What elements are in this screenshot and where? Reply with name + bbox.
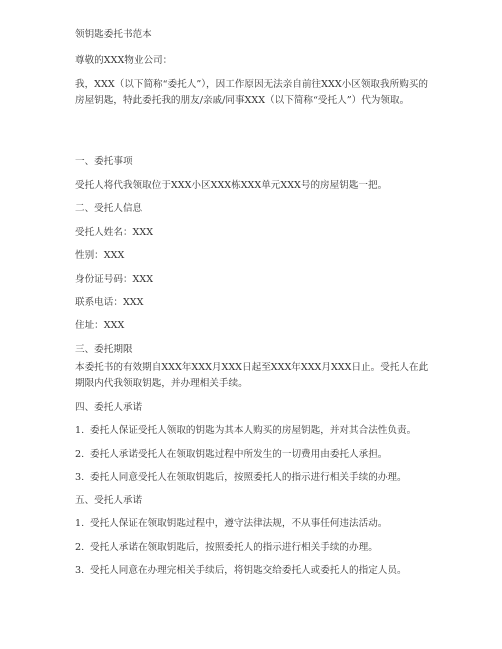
list-item-text: 受托人保证在领取钥匙过程中，遵守法律法规，不从事任何违法活动。 (90, 518, 388, 529)
list-item-text: 委托人承诺受托人在领取钥匙过程中所发生的一切费用由委托人承担。 (90, 449, 388, 460)
list-item (75, 518, 435, 530)
list-item (75, 542, 435, 554)
section-4-heading: 四、委托人承诺 (75, 402, 143, 413)
list-item-number: 1. (75, 425, 85, 436)
list-item-number: 3. (75, 565, 85, 576)
list-item-number: 2. (75, 449, 85, 460)
section-2-heading: 二、受托人信息 (75, 203, 143, 214)
section-1-text: 受托人将代我领取位于XXX小区XXX栋XXX单元XXX号的房屋钥匙一把。 (75, 180, 388, 191)
list-item-text: 受托人同意在办理完相关手续后，将钥匙交给委托人或委托人的指定人员。 (90, 565, 407, 576)
list-item-number: 3. (75, 472, 85, 483)
list-item-number: 1. (75, 518, 85, 529)
section-3-heading: 三、委托期限 (75, 344, 133, 355)
list-item-number: 2. (75, 542, 85, 553)
field-name: 受托人姓名：XXX (75, 227, 154, 238)
section-5-heading: 五、受托人承诺 (75, 495, 143, 506)
field-address: 住址：XXX (75, 320, 125, 331)
field-id-number: 身份证号码：XXX (75, 274, 154, 285)
salutation: 尊敬的XXX物业公司： (75, 55, 173, 66)
list-item-text: 委托人保证受托人领取的钥匙为其本人购买的房屋钥匙，并对其合法性负责。 (90, 425, 417, 436)
field-gender: 性别：XXX (75, 250, 125, 261)
list-item-text: 委托人同意受托人在领取钥匙后，按照委托人的指示进行相关手续的办理。 (90, 472, 407, 483)
list-item (75, 565, 435, 577)
list-item (75, 449, 435, 461)
document-title: 领钥匙委托书范本 (75, 29, 152, 40)
list-item-text: 受托人承诺在领取钥匙后，按照委托人的指示进行相关手续的办理。 (90, 542, 378, 553)
list-item (75, 425, 435, 437)
intro-paragraph: 我，XXX（以下简称“委托人”），因工作原因无法亲自前往XXX小区领取我所购买的房屋钥匙，特此委托我的朋友/亲戚/同事XXX（以下简称“受托人”）代为领取。 (75, 79, 428, 106)
field-phone: 联系电话：XXX (75, 297, 144, 308)
section-1-heading: 一、委托事项 (75, 156, 133, 167)
list-item (75, 472, 435, 484)
section-3-text: 本委托书的有效期自XXX年XXX月XXX日起至XXX年XXX月XXX日止。受托人在此期限内代我领取钥匙，并办理相关手续。 (75, 362, 429, 389)
